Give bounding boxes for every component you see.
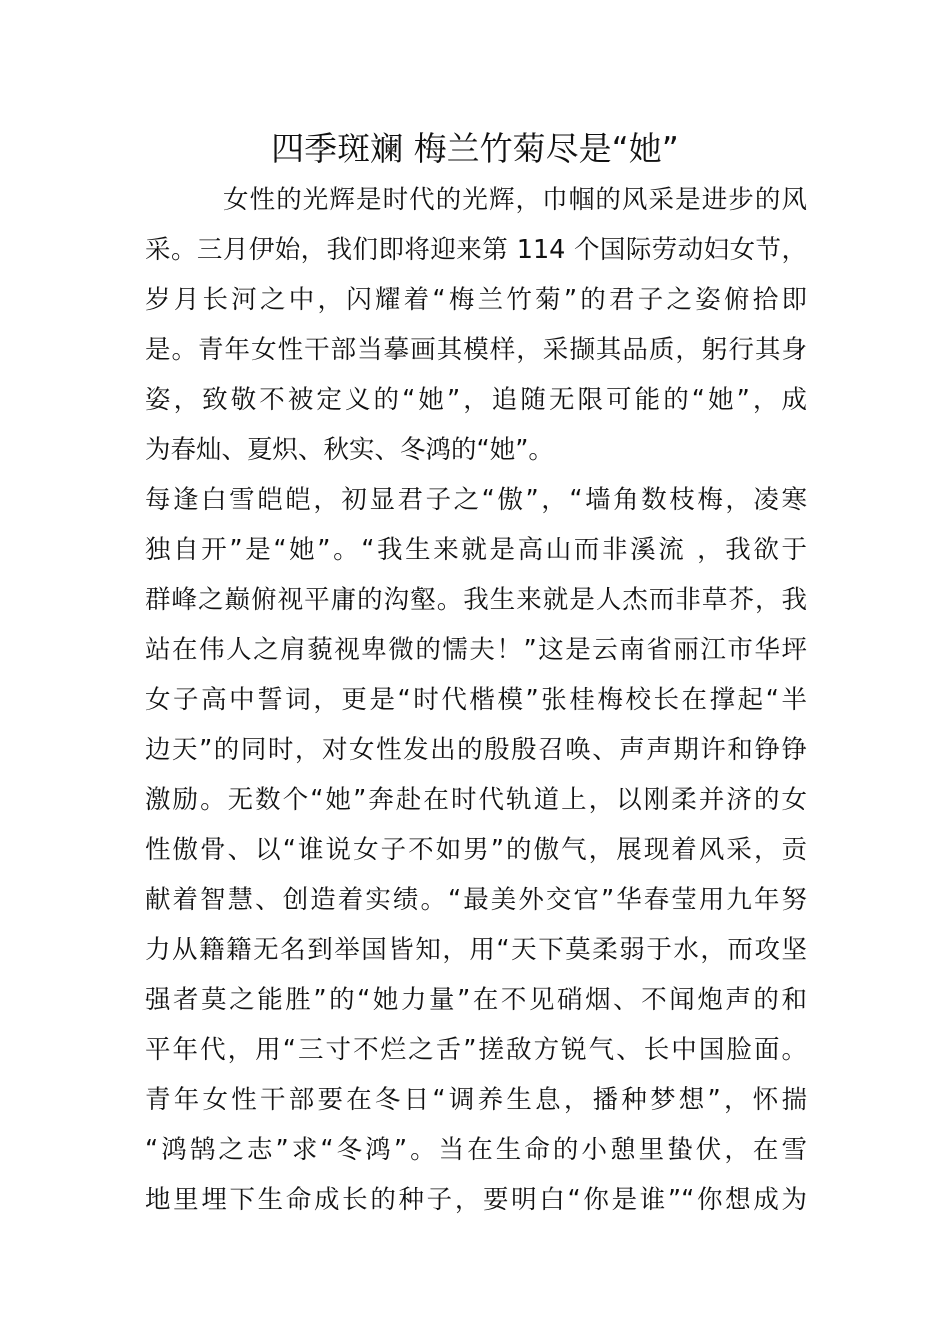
- paragraph-line: 姿，致敬不被定义的“她”，追随无限可能的“她”，成: [145, 385, 807, 415]
- paragraph-line: 力从籍籍无名到举国皆知，用“天下莫柔弱于水，而攻坚: [145, 935, 807, 965]
- paragraph-line: 独自开”是“她”。“我生来就是高山而非溪流 ，我欲于: [145, 535, 807, 565]
- paragraph-line: 岁月长河之中，闪耀着“梅兰竹菊”的君子之姿俯拾即: [145, 285, 807, 315]
- paragraph-line: 采。三月伊始，我们即将迎来第 114 个国际劳动妇女节，: [145, 235, 807, 265]
- paragraph-line: 每逢白雪皑皑，初显君子之“傲”，“墙角数枝梅，凌寒: [145, 485, 807, 515]
- paragraph-line: 边天”的同时，对女性发出的殷殷召唤、声声期许和铮铮: [145, 735, 807, 765]
- paragraph-line: 强者莫之能胜”的“她力量”在不见硝烟、不闻炮声的和: [145, 985, 807, 1015]
- paragraph-line: 是。青年女性干部当摹画其模样，采撷其品质，躬行其身: [145, 335, 807, 365]
- paragraph-line: 女子高中誓词，更是“时代楷模”张桂梅校长在撑起“半: [145, 685, 807, 715]
- paragraph-line: 站在伟人之肩藐视卑微的懦夫！”这是云南省丽江市华坪: [145, 635, 807, 665]
- document-title: 四季斑斓 梅兰竹菊尽是“她”: [271, 129, 679, 168]
- paragraph-line: 群峰之巅俯视平庸的沟壑。我生来就是人杰而非草芥，我: [145, 585, 807, 615]
- paragraph-line: 献着智慧、创造着实绩。“最美外交官”华春莹用九年努: [145, 885, 807, 915]
- paragraph-line: 性傲骨、以“谁说女子不如男”的傲气，展现着风采，贡: [145, 835, 807, 865]
- paragraph-line: 平年代，用“三寸不烂之舌”搓敌方锐气、长中国脸面。: [145, 1035, 807, 1065]
- paragraph-line: 激励。无数个“她”奔赴在时代轨道上，以刚柔并济的女: [145, 785, 807, 815]
- paragraph-line: 为春灿、夏炽、秋实、冬鸿的“她”。: [145, 435, 554, 465]
- paragraph-line: 地里埋下生命成长的种子，要明白“你是谁”“你想成为: [145, 1185, 807, 1215]
- paragraph-line: 女性的光辉是时代的光辉，巾帼的风采是进步的风: [223, 185, 807, 215]
- document-body: [145, 175, 807, 1225]
- paragraph-line: 青年女性干部要在冬日“调养生息，播种梦想”，怀揣: [145, 1085, 807, 1115]
- paragraph-line: “鸿鹄之志”求“冬鸿”。当在生命的小憩里蛰伏，在雪: [145, 1135, 807, 1165]
